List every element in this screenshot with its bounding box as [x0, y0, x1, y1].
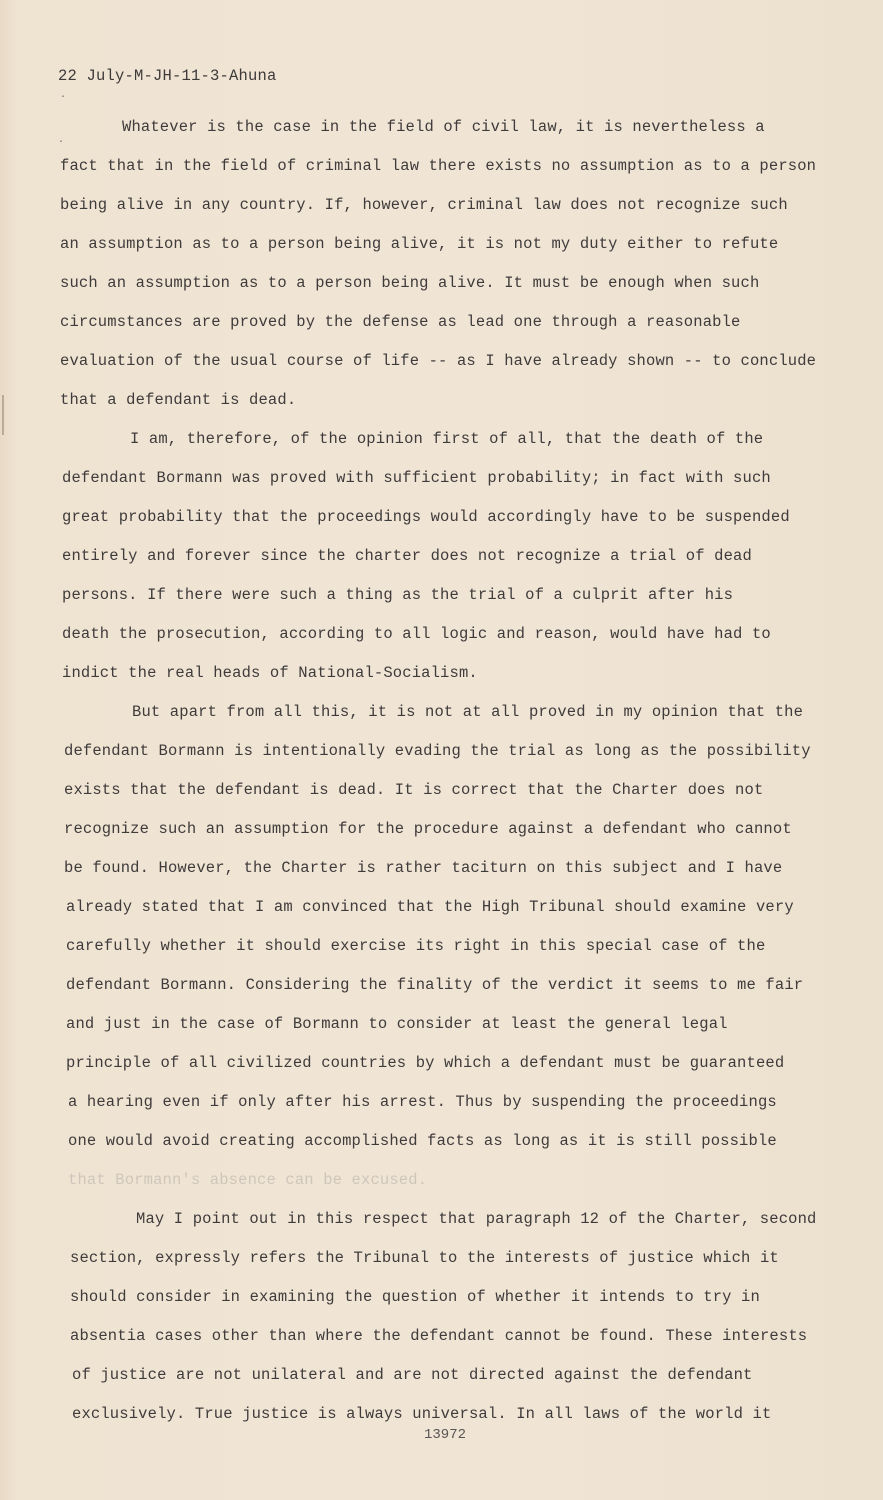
text-line: a hearing even if only after his arrest. Thus by suspending the proceedings [68, 1093, 777, 1111]
text-line: I am, therefore, of the opinion first of all, that the death of the [130, 430, 764, 448]
text-line: Whatever is the case in the field of civil law, it is nevertheless a [122, 118, 765, 136]
text-line: defendant Bormann. Considering the finality of the verdict it seems to me fair [66, 976, 804, 994]
text-line: May I point out in this respect that paragraph 12 of the Charter, second [136, 1210, 817, 1228]
text-line-faded: that Bormann's absence can be excused. [68, 1171, 428, 1189]
text-line: section, expressly refers the Tribunal to the interests of justice which it [70, 1249, 779, 1267]
text-line: persons. If there were such a thing as the trial of a culprit after his [62, 586, 734, 604]
text-line: of justice are not unilateral and are not directed against the defendant [72, 1366, 753, 1384]
text-line: defendant Bormann is intentionally evading the trial as long as the possibility [64, 742, 811, 760]
text-line: death the prosecution, according to all logic and reason, would have had to [62, 625, 771, 643]
text-line: defendant Bormann was proved with sufficient probability; in fact with such [62, 469, 771, 487]
text-line: one would avoid creating accomplished facts as long as it is still possible [68, 1132, 777, 1150]
text-line: should consider in examining the question of whether it intends to try in [70, 1288, 760, 1306]
text-line: fact that in the field of criminal law there exists no assumption as to a person [60, 157, 817, 175]
text-line: that a defendant is dead. [60, 391, 297, 409]
text-line: carefully whether it should exercise its right in this special case of the [66, 937, 766, 955]
text-line: be found. However, the Charter is rather taciturn on this subject and I have [64, 859, 783, 877]
page-number: 13972 [424, 1427, 467, 1443]
text-line: exclusively. True justice is always universal. In all laws of the world it [72, 1405, 772, 1423]
document-reference-header: 22 July-M-JH-11-3-Ahuna [58, 67, 277, 85]
page-edge-mark [2, 395, 4, 435]
text-line: great probability that the proceedings would accordingly have to be suspended [62, 508, 790, 526]
text-line: absentia cases other than where the defendant cannot be found. These interests [70, 1327, 808, 1345]
text-line: being alive in any country. If, however, criminal law does not recognize such [60, 196, 788, 214]
text-line: indict the real heads of National-Socialism. [62, 664, 478, 682]
text-line: such an assumption as to a person being alive. It must be enough when such [60, 274, 760, 292]
text-line: exists that the defendant is dead. It is correct that the Charter does not [64, 781, 764, 799]
text-line: already stated that I am convinced that the High Tribunal should examine very [66, 898, 794, 916]
text-line: an assumption as to a person being alive, it is not my duty either to refute [60, 235, 779, 253]
text-line: and just in the case of Bormann to consider at least the general legal [66, 1015, 728, 1033]
stray-ink-mark: · [60, 92, 67, 103]
text-line: principle of all civilized countries by which a defendant must be guaranteed [66, 1054, 785, 1072]
text-line: But apart from all this, it is not at all proved in my opinion that the [132, 703, 804, 721]
text-line: recognize such an assumption for the procedure against a defendant who cannot [64, 820, 792, 838]
text-line: entirely and forever since the charter does not recognize a trial of dead [62, 547, 752, 565]
text-line: circumstances are proved by the defense as lead one through a reasonable [60, 313, 741, 331]
text-line: evaluation of the usual course of life -- as I have already shown -- to conclude [60, 352, 817, 370]
stray-ink-mark: · [58, 137, 65, 148]
